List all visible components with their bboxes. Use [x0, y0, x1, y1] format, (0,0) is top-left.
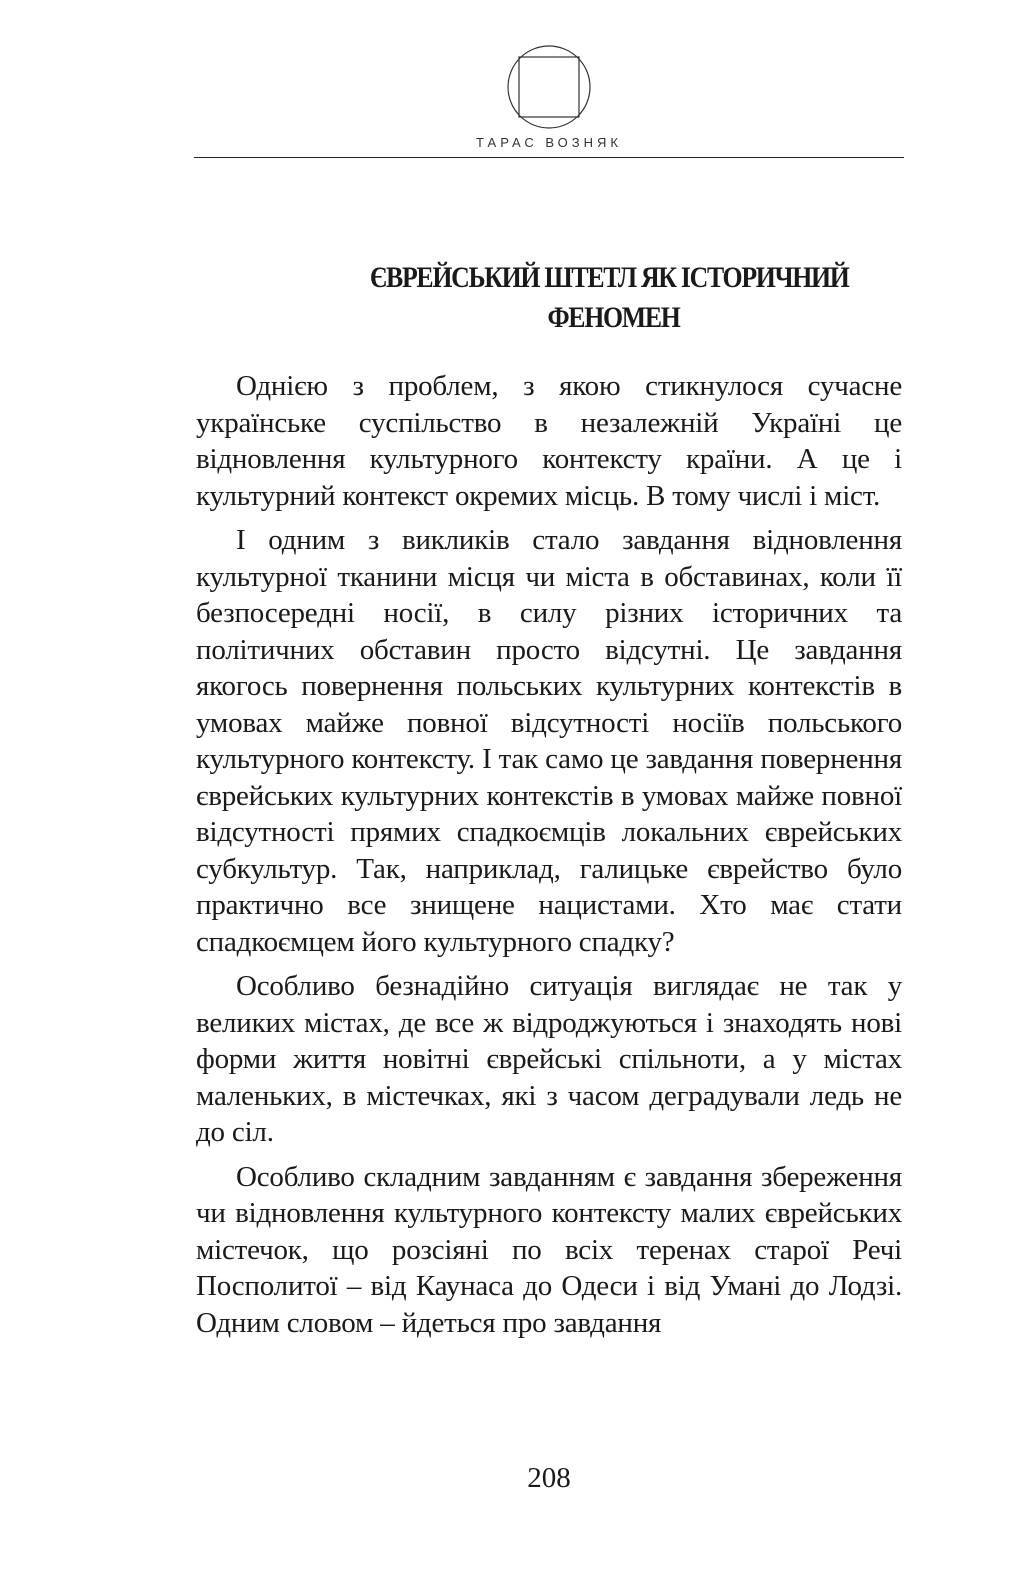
- paragraph: І одним з викликів стало завдання відновлення культурної тканини місця чи міста в обставинах, коли її безпосередні носії, в силу різних історичних та політичних обставин просто відсутні. Це завдання якогось повернення польських культурних контекстів в умовах майже повної відсутності носіїв польського культурного контексту. І так само це завдання повернення єврейських культурних контекстів в умовах майже повної відсутності прямих спадкоємців локальних єврейських субкультур. Так, наприклад, галицьке єврейство було практично все знищене нацистами. Хто має стати спадкоємцем його культурного спадку?: [196, 524, 902, 958]
- chapter-title: [244, 258, 855, 338]
- page-number: 208: [527, 1462, 571, 1494]
- running-head-author: ТАРАС ВОЗНЯК: [476, 135, 622, 150]
- paragraph: Однією з проблем, з якою стикнулося сучасне українське суспільство в незалежній Україні це відновлення культурного контексту країни. А це і культурний контекст окремих місць. В тому числі і міст.: [196, 370, 902, 512]
- chapter-title-line-2: ФЕНОМЕН: [547, 301, 680, 334]
- body-text: [196, 368, 902, 1341]
- circle-square-emblem-icon: [506, 44, 592, 130]
- header-rule: [194, 157, 904, 158]
- paragraph: Особливо безнадійно ситуація виглядає не так у великих містах, де все ж відроджуються і знаходять нові форми життя новітні єврейські спільноти, а у містах маленьких, в містечках, які з часом деградували ледь не до сіл.: [196, 970, 902, 1148]
- chapter-title-line-1: ЄВРЕЙСЬКИЙ ШТЕТЛ ЯК ІСТОРИЧНИЙ: [369, 261, 849, 294]
- paragraph: Особливо складним завданням є завдання збереження чи відновлення культурного контексту малих єврейських містечок, що розсіяні по всіх теренах старої Речі Посполитої – від Каунаса до Одеси і від Умані до Лодзі. Одним словом – йдеться про завдання: [196, 1160, 902, 1339]
